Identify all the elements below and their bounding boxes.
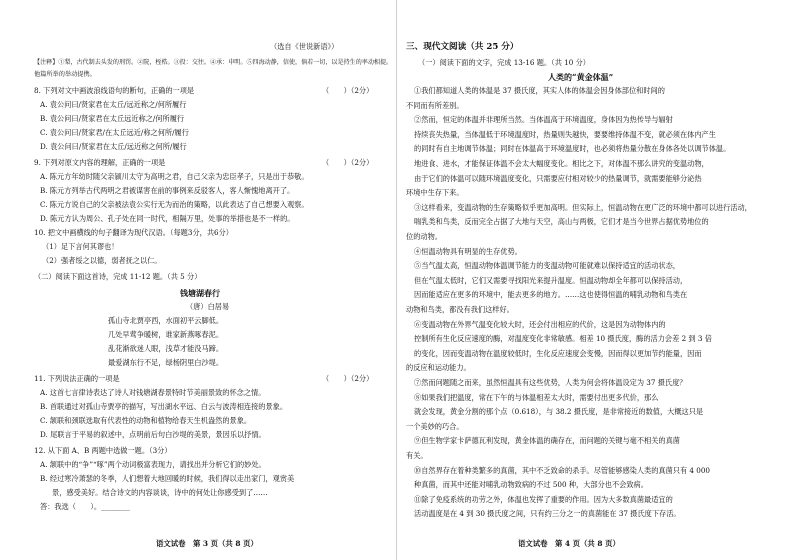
question-11-option-c: C. 颔联和颈联选取有代表性的动物和植物给春天生机盎然的景象。: [40, 416, 252, 425]
article-line: 地进食、进水，才能保证体温不会太大幅度变化。相比之下，对体温不那么讲究的变温动物，: [414, 159, 709, 168]
question-8-option-a: A. 袁公问曰/贤家君在太丘/远近称之/何所履行: [40, 100, 187, 109]
article-line: ④恒温动物具有明显的生存优势。: [414, 246, 522, 256]
question-9-option-b: B. 陈元方列举古代两明之君被谋害在前的事例来反驳客人，客人惭愧地离开了。: [40, 186, 295, 195]
poem-line: 最爱湖东行不足，绿杨阴里白沙堤。: [108, 358, 224, 367]
question-11-option-b: B. 首联通过对孤山寺贾亭的描写，写出湖水平远、白云与波涛相连接的景象。: [40, 402, 288, 411]
source-citation: （选自《世说新语》）: [270, 42, 339, 51]
article-line: 活动温度是在 4 到 30 摄氏度之间，只有约三分之一的真菌能在 37 摄氏度下存活。: [414, 509, 681, 519]
poem-author: （唐）白居易: [186, 302, 230, 311]
question-12-option-b: B. 经过寒冷萧瑟的冬季，人们想着大地回暖的时候，我们得以走出家门，观赏美: [40, 474, 295, 483]
poem-section-heading: （二）阅读下面这首诗，完成 11-12 题。（共 5 分）: [34, 272, 202, 281]
page-footer: 语文试卷 第 3 页（共 8 页）: [156, 539, 258, 548]
article-line: ⑥变温动物在外界气温变化较大时，还会付出相应的代价，这是因为动物体内的: [414, 319, 666, 329]
article-line: 动物和鸟类，都没有我们这样好。: [406, 305, 514, 314]
question-12-stem: 12. 从下面 A、B 两题中选做一题。（3分）: [34, 446, 172, 455]
question-12-option-b-cont: 景，感受美好。结合诗文的内容谈谈，诗中的何处让你感受到了……: [52, 488, 268, 497]
article-line: 因而能适应在更多的环境中，能去更多的地方。……这也使得恒温的哺乳动物和鸟类在: [414, 290, 688, 300]
question-11-score: （ ）（2分）: [322, 374, 374, 383]
section-heading: 三、现代文阅读（共 25 分）: [406, 42, 519, 52]
question-11-stem: 11. 下列说法正确的一项是: [34, 374, 120, 383]
article-line: 持续丧失热量，当体温低于环境温度时，热量则失越快，要要维持体温不变，就必须在体内产生: [414, 129, 716, 139]
article-line: ⑨但生物学家卡萨德瓦利发现，黄金体温的确存在，而问题的关键与毫不相关的真菌: [414, 436, 680, 446]
article-line: 有关。: [406, 451, 428, 460]
article-line: 的反应和运动能力。: [406, 363, 471, 373]
article-line: ②然而，恒定的体温并非理所当然。当体温高于环境温度，身体因为热传导与辐射: [414, 115, 673, 125]
question-8-option-b: B. 袁公问曰/贤家君在太丘远近称之/何所履行: [40, 114, 185, 123]
poem-line: 几处早莺争暖树，谁家新燕啄春泥。: [108, 330, 224, 339]
question-8-score: （ ）（2分）: [322, 86, 374, 95]
article-line: 控制所有生化反应速度的酶，对温度变化非常敏感。相差 10 摄氏度，酶的活力会差 2 到 3 倍: [414, 334, 712, 344]
question-8-option-c: C. 袁公问曰/贤家君/在太丘远近/称之何所/履行: [40, 128, 189, 137]
question-11-option-d: D. 尾联言于平易的叙述中，点明前后句白沙堤的美景，景因乐以抒情。: [40, 430, 266, 439]
annotation-note: 【注释】①梨，古代制去头发的刑罚。②院，桎梏。③投：交往。④承：申明。⑤四海动静，信使，倘若一切，以是持生的率动相提。: [34, 59, 393, 66]
annotation-note-line2: 他篇所举的举动提携。: [34, 71, 96, 78]
exam-page-3: [0, 0, 396, 560]
article-line: ①我们都知道人类的体温是 37 摄氏度，其实人体的体温会因身体部位和时间的: [414, 86, 665, 95]
article-line: ⑪除了免疫系统的功劳之外，体温也发挥了重要的作用。因为大多数真菌最适宜的: [414, 494, 673, 504]
question-9-stem: 9. 下列对原文内容的理解，正确的一项是: [34, 158, 166, 167]
article-title: 人类的“黄金体温”: [548, 72, 614, 82]
reading-instruction: （一）阅读下面的文字，完成 13-16 题。（共 10 分）: [418, 58, 590, 67]
page-divider: [396, 0, 397, 560]
page-footer: 语文试卷 第 4 页（共 8 页）: [518, 539, 620, 548]
article-line: 的同时有自主地调节体温；同时在体温高于环境温度时，也必须将热量分散在身体各处以调节体温。: [414, 144, 731, 154]
poem-title: 钱塘湖春行: [180, 288, 220, 298]
question-9-score: （ ）（2分）: [322, 158, 374, 167]
question-12-answer: 答：我选（ ）。________: [40, 502, 130, 511]
question-10-item-2: （2）强者绥之以德，弱者抚之以仁。: [42, 256, 162, 265]
question-10-stem: 10. 把文中画横线的句子翻译为现代汉语。（每题3分，共6分）: [34, 228, 233, 237]
article-line: ⑧如果我们把温度，常在下午的与体温相差太大时，需要付出更多代价，那么: [414, 392, 659, 402]
article-line: 就会发现，黄金分割的那个点（0.618），与 38.2 摄氏度，是非常接近的数值，大概这只是: [414, 407, 704, 417]
article-line: 但在气温太低时，它们又需要寻找阳光来提升温度。恒温动物却全年都可以保持活动，: [414, 275, 688, 285]
exam-page-4: [398, 0, 794, 560]
article-line: 位的动物。: [406, 232, 442, 241]
article-line: ⑦然而问题随之而来，虽然恒温具有这些优势，人类为何会将体温设定为 37 摄氏度？: [414, 378, 687, 387]
poem-line: 孤山寺北贾亭西，水面初平云脚低。: [108, 316, 224, 325]
question-9-option-d: D. 陈元方认为周公、孔子处在同一时代，相隔万里，处事的举措也是不一样的。: [40, 214, 295, 223]
article-line: 种真菌，而其中还能对哺乳动物致病的不过 500 种，大部分也不会致病。: [414, 480, 648, 490]
poem-line: 乱花渐欲迷人眼，浅草才能没马蹄。: [108, 344, 224, 353]
question-10-item-1: （1）足下言何其谬也！: [42, 242, 119, 251]
article-line: 一个美妙的巧合。: [406, 421, 464, 431]
article-line: 由于它们的体温可以随环境温度变化，只需要应付相对较少的热量调节，就需要能够分泌热: [414, 173, 702, 183]
question-8-stem: 8. 下列对文中画波浪线语句的断句，正确的一项是: [34, 86, 195, 95]
question-9-option-c: C. 陈元方说自己的父亲被法袁公实行无为而治的策略，以此表达了自己想要入观察。: [40, 200, 309, 209]
question-11-option-a: A. 这首七言律诗表达了诗人对钱塘湖春景特时节美丽景致的怀念之情。: [40, 388, 266, 397]
article-line: 环境中生存下来。: [406, 188, 464, 198]
article-line: ⑩自然界存在着种类繁多的真菌，其中不乏致命的杀手。尽管能够感染人类的真菌只有 4 000: [414, 465, 710, 475]
article-line: 的变化，因而变温动物在温度较低时，生化反应速度会变慢，因而得以更加节约能量，因而: [414, 348, 702, 358]
question-8-option-d: D. 袁公问曰/贤家君在太丘/远近称之何所/履行: [40, 142, 187, 151]
question-12-option-a: A. 颔联中的“争”“啄”两个动词极富表现力，请找出并分析它们的妙处。: [40, 460, 266, 469]
article-line: ⑤当气温太高，恒温动物体温调节能力的变温动物可能就难以保持适宜的活动状态，: [414, 261, 680, 271]
article-line: 喘乳类和鸟类，反而完全占据了大地与天空，高山与两极，它们才是当今世界占据优势地位的: [414, 217, 709, 227]
question-9-option-a: A. 陈元方年幼时随父亲颍川太守为高明之君，自己父亲为忠臣孝子，只是出于恭敬。: [40, 172, 309, 181]
article-line: ③这样看来，变温动物的生存策略似乎更加高明。但实际上，恒温动物在更广泛的环境中都可以进行活动，: [414, 202, 752, 212]
article-line: 不同而有所差别。: [406, 100, 464, 110]
